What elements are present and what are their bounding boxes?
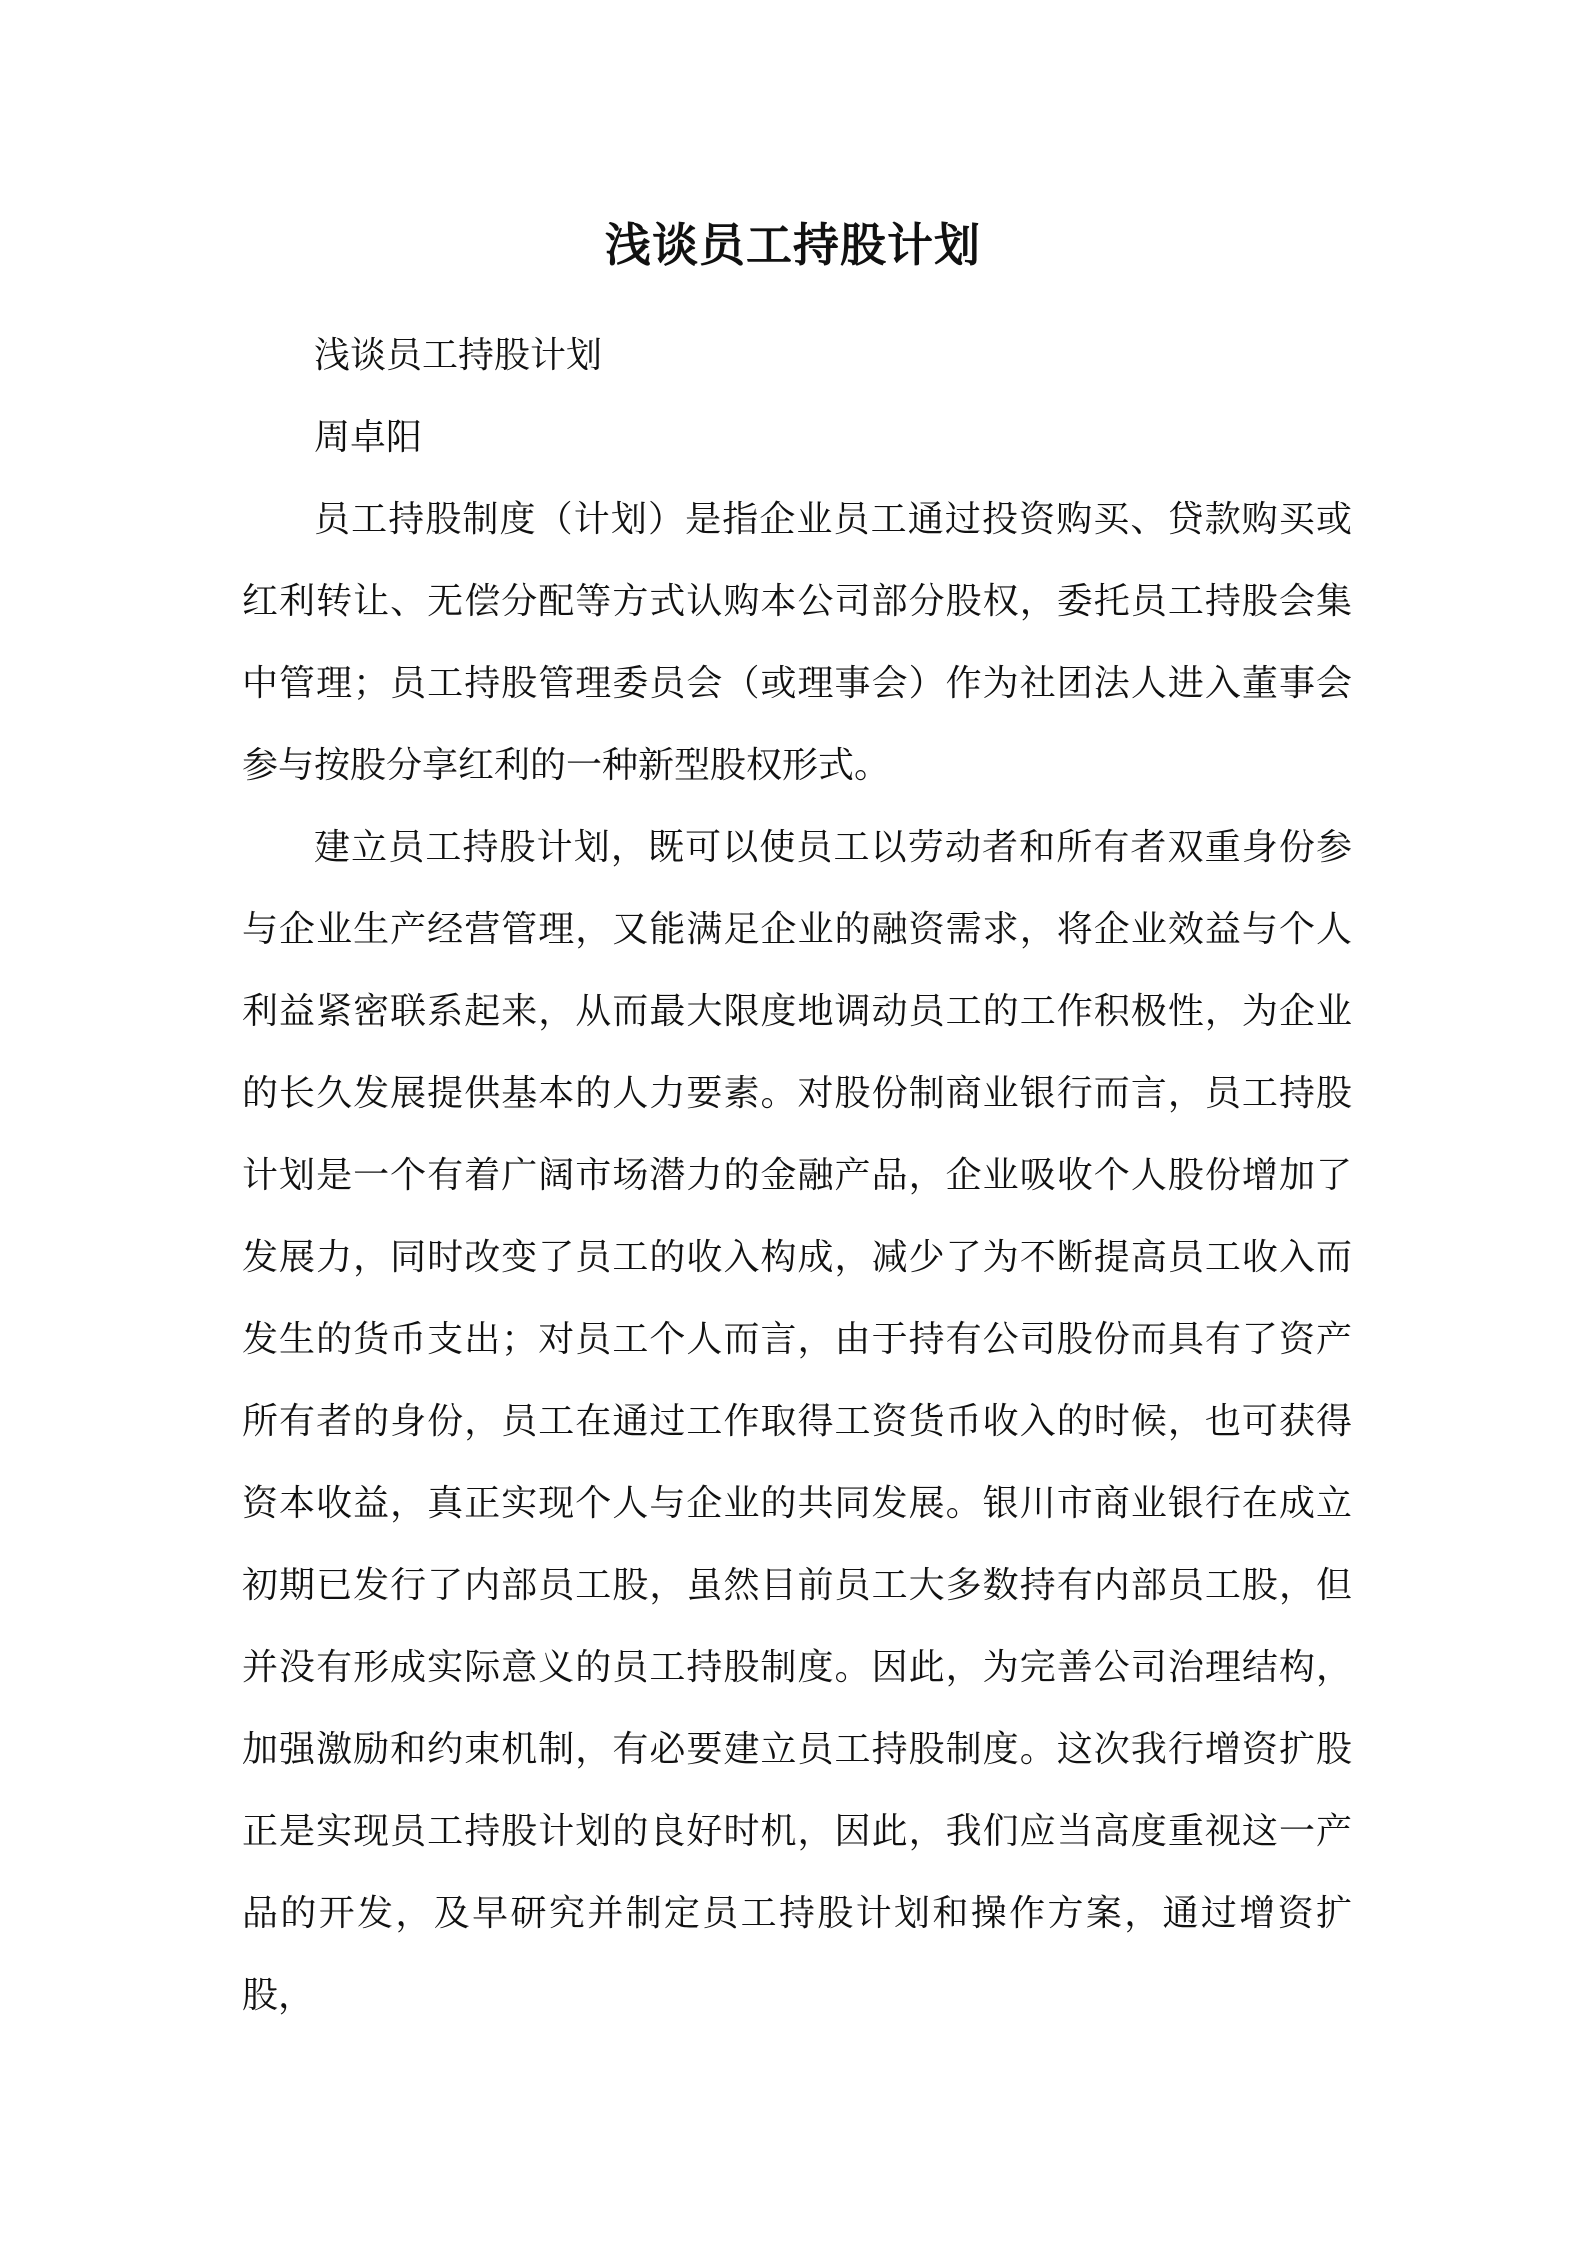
author-line: 周卓阳 [314, 417, 423, 458]
document-body [242, 315, 1352, 2037]
subtitle-line: 浅谈员工持股计划 [314, 335, 603, 376]
document-title: 浅谈员工持股计划 [605, 218, 981, 272]
paragraph-1: 员工持股制度（计划）是指企业员工通过投资购买、贷款购买或红利转让、无偿分配等方式认购本公司部分股权，委托员工持股会集中管理；员工持股管理委员会（或理事会）作为社团法人进入董事会参与按股分享红利的一种新型股权形式。 [242, 499, 1352, 786]
paragraph-2: 建立员工持股计划，既可以使员工以劳动者和所有者双重身份参与企业生产经营管理，又能满足企业的融资需求，将企业效益与个人利益紧密联系起来，从而最大限度地调动员工的工作积极性，为企业的长久发展提供基本的人力要素。对股份制商业银行而言，员工持股计划是一个有着广阔市场潜力的金融产品，企业吸收个人股份增加了发展力，同时改变了员工的收入构成，减少了为不断提高员工收入而发生的货币支出；对员工个人而言，由于持有公司股份而具有了资产所有者的身份，员工在通过工作取得工资货币收入的时候，也可获得资本收益，真正实现个人与企业的共同发展。银川市商业银行在成立初期已发行了内部员工股，虽然目前员工大多数持有内部员工股，但并没有形成实际意义的员工持股制度。因此，为完善公司治理结构，加强激励和约束机制，有必要建立员工持股制度。这次我行增资扩股正是实现员工持股计划的良好时机，因此，我们应当高度重视这一产品的开发，及早研究并制定员工持股计划和操作方案，通过增资扩股， [242, 827, 1352, 2016]
